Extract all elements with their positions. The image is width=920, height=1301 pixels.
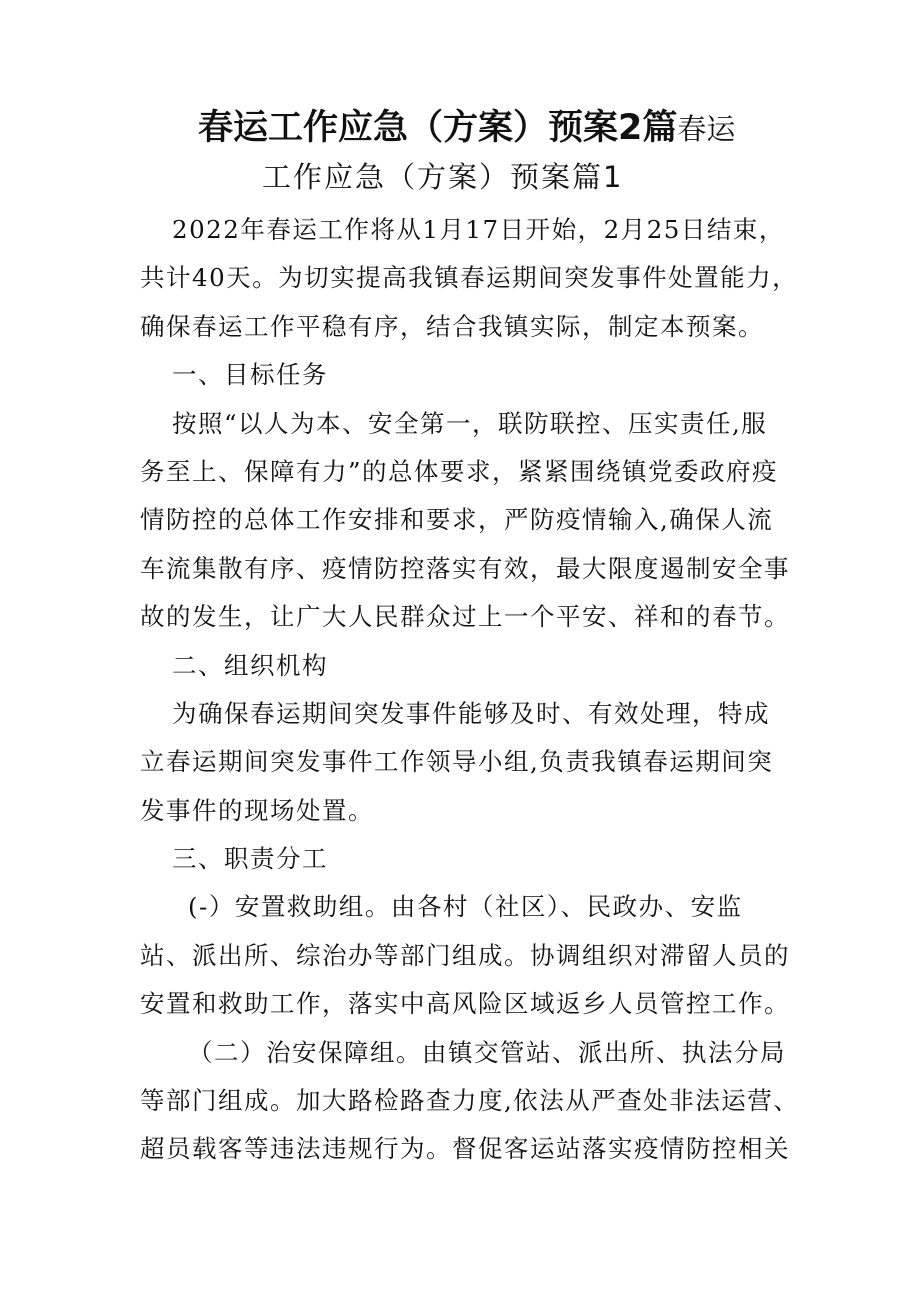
paragraph-line: 安置和救助工作，落实中高风险区域返乡人员管控工作。: [140, 989, 790, 1019]
document-subtitle: 工作应急（方案）预案篇1: [262, 160, 624, 194]
paragraph-line: 为确保春运期间突发事件能够及时、有效处理，特成: [172, 698, 770, 728]
paragraph-line: 2022年春运工作将从1月17日开始，2月25日结束，: [172, 215, 785, 244]
document-title-main: 春运工作应急（方案）预案2篇: [198, 108, 678, 148]
paragraph-line: 确保春运工作平稳有序，结合我镇实际，制定本预案。: [140, 311, 764, 341]
paragraph-line: 务至上、保障有力”的总体要求，紧紧围绕镇党委政府疫: [140, 456, 779, 486]
section-heading: 二、组织机构: [172, 650, 328, 680]
document-title-tail: 春运: [677, 112, 736, 146]
paragraph-line: （二）治安保障组。由镇交管站、派出所、执法分局: [188, 1037, 786, 1067]
paragraph-line: 超员载客等违法违规行为。督促客运站落实疫情防控相关: [140, 1134, 790, 1164]
paragraph-line: 情防控的总体工作安排和要求，严防疫情输入,确保人流: [140, 505, 774, 535]
paragraph-line: 按照“以人为本、安全第一，联防联控、压实责任,服: [172, 408, 768, 438]
paragraph-line: 等部门组成。加大路检路查力度,依法从严查处非法运营、: [140, 1086, 800, 1116]
document-body: [140, 206, 800, 1174]
paragraph-line: 站、派出所、综治办等部门组成。协调组织对滞留人员的: [140, 940, 790, 970]
section-heading: 三、职责分工: [172, 844, 328, 874]
document-title: [198, 104, 735, 153]
paragraph-line: 车流集散有序、疫情防控落实有效，最大限度遏制安全事: [140, 553, 790, 583]
section-heading: 一、目标任务: [172, 360, 328, 390]
paragraph-line: 共计40天。为切实提高我镇春运期间突发事件处置能力，: [140, 263, 799, 293]
paragraph-line: 立春运期间突发事件工作领导小组,负责我镇春运期间突: [140, 747, 774, 777]
paragraph-line: 故的发生，让广大人民群众过上一个平安、祥和的春节。: [140, 602, 790, 632]
paragraph-line: 发事件的现场处置。: [140, 795, 374, 825]
paragraph-line: (-）安置救助组。由各村（社区）、民政办、安监: [188, 892, 743, 922]
